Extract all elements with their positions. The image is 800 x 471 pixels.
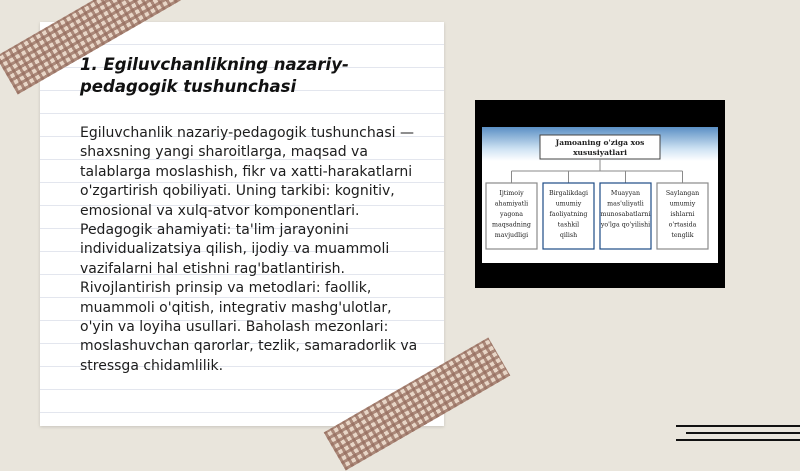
child-node-label: tenglik xyxy=(671,232,694,239)
child-node-label: ishlarni xyxy=(670,211,695,218)
child-node-label: yo'lga qo'yilishi xyxy=(600,221,651,229)
root-node-label: xususiyatlari xyxy=(573,148,627,157)
child-node-label: qilish xyxy=(559,232,578,239)
child-node-label: mas'uliyatli xyxy=(607,200,644,208)
child-node-label: munosabatlarni xyxy=(600,211,651,218)
child-node-label: mavjudligi xyxy=(494,232,529,239)
child-node-label: o'rtasida xyxy=(668,221,697,229)
child-node-label: Ijtimoiy xyxy=(499,190,524,197)
child-node-label: maqsadning xyxy=(492,221,531,229)
child-node-label: tashkil xyxy=(557,221,580,229)
child-node-label: yagona xyxy=(500,211,523,218)
slide-title: 1. Egiluvchanlikning nazariy-pedagogik tushunchasi xyxy=(80,55,349,96)
child-node-label: Birgalikdagi xyxy=(548,190,589,197)
decorative-lines xyxy=(676,422,800,446)
child-node-label: faoliyatning xyxy=(549,211,588,218)
child-node-label: umumiy xyxy=(555,200,582,208)
child-node-label: ahamiyatli xyxy=(494,200,529,208)
root-node-label: Jamoaning o'ziga xos xyxy=(555,138,645,147)
diagram-image xyxy=(475,100,725,288)
slide-body-text: Egiluvchanlik nazariy-pedagogik tushunchasi — shaxsning yangi sharoitlarga, maqsad va talablarga moslashish, fikr va xatti-harakatlarni o'zgartirish qobiliyati. Uning tarkibi: kognitiv, emosional va xulq-atvor komponentlari. Pedagogik ahamiyati: ta'lim jarayonini individualizatsiya qilish, ijodiy va muammoli vazifalarni hal etishni rag'batlantirish. Rivojlantirish prinsip va metodlari: faollik, muammoli o'qitish, integrativ mashg'ulotlar, o'yin va loyiha usullari. Baholash mezonlari: moslashuvchan qarorlar, tezlik, samaradorlik va stressga chidamlilik. xyxy=(80,125,418,374)
child-node-label: Muayyan xyxy=(610,190,641,197)
child-node-label: Saylangan xyxy=(665,190,700,197)
hierarchy-diagram xyxy=(482,127,718,263)
diagram-canvas xyxy=(482,127,718,263)
child-node-label: umumiy xyxy=(669,200,696,208)
